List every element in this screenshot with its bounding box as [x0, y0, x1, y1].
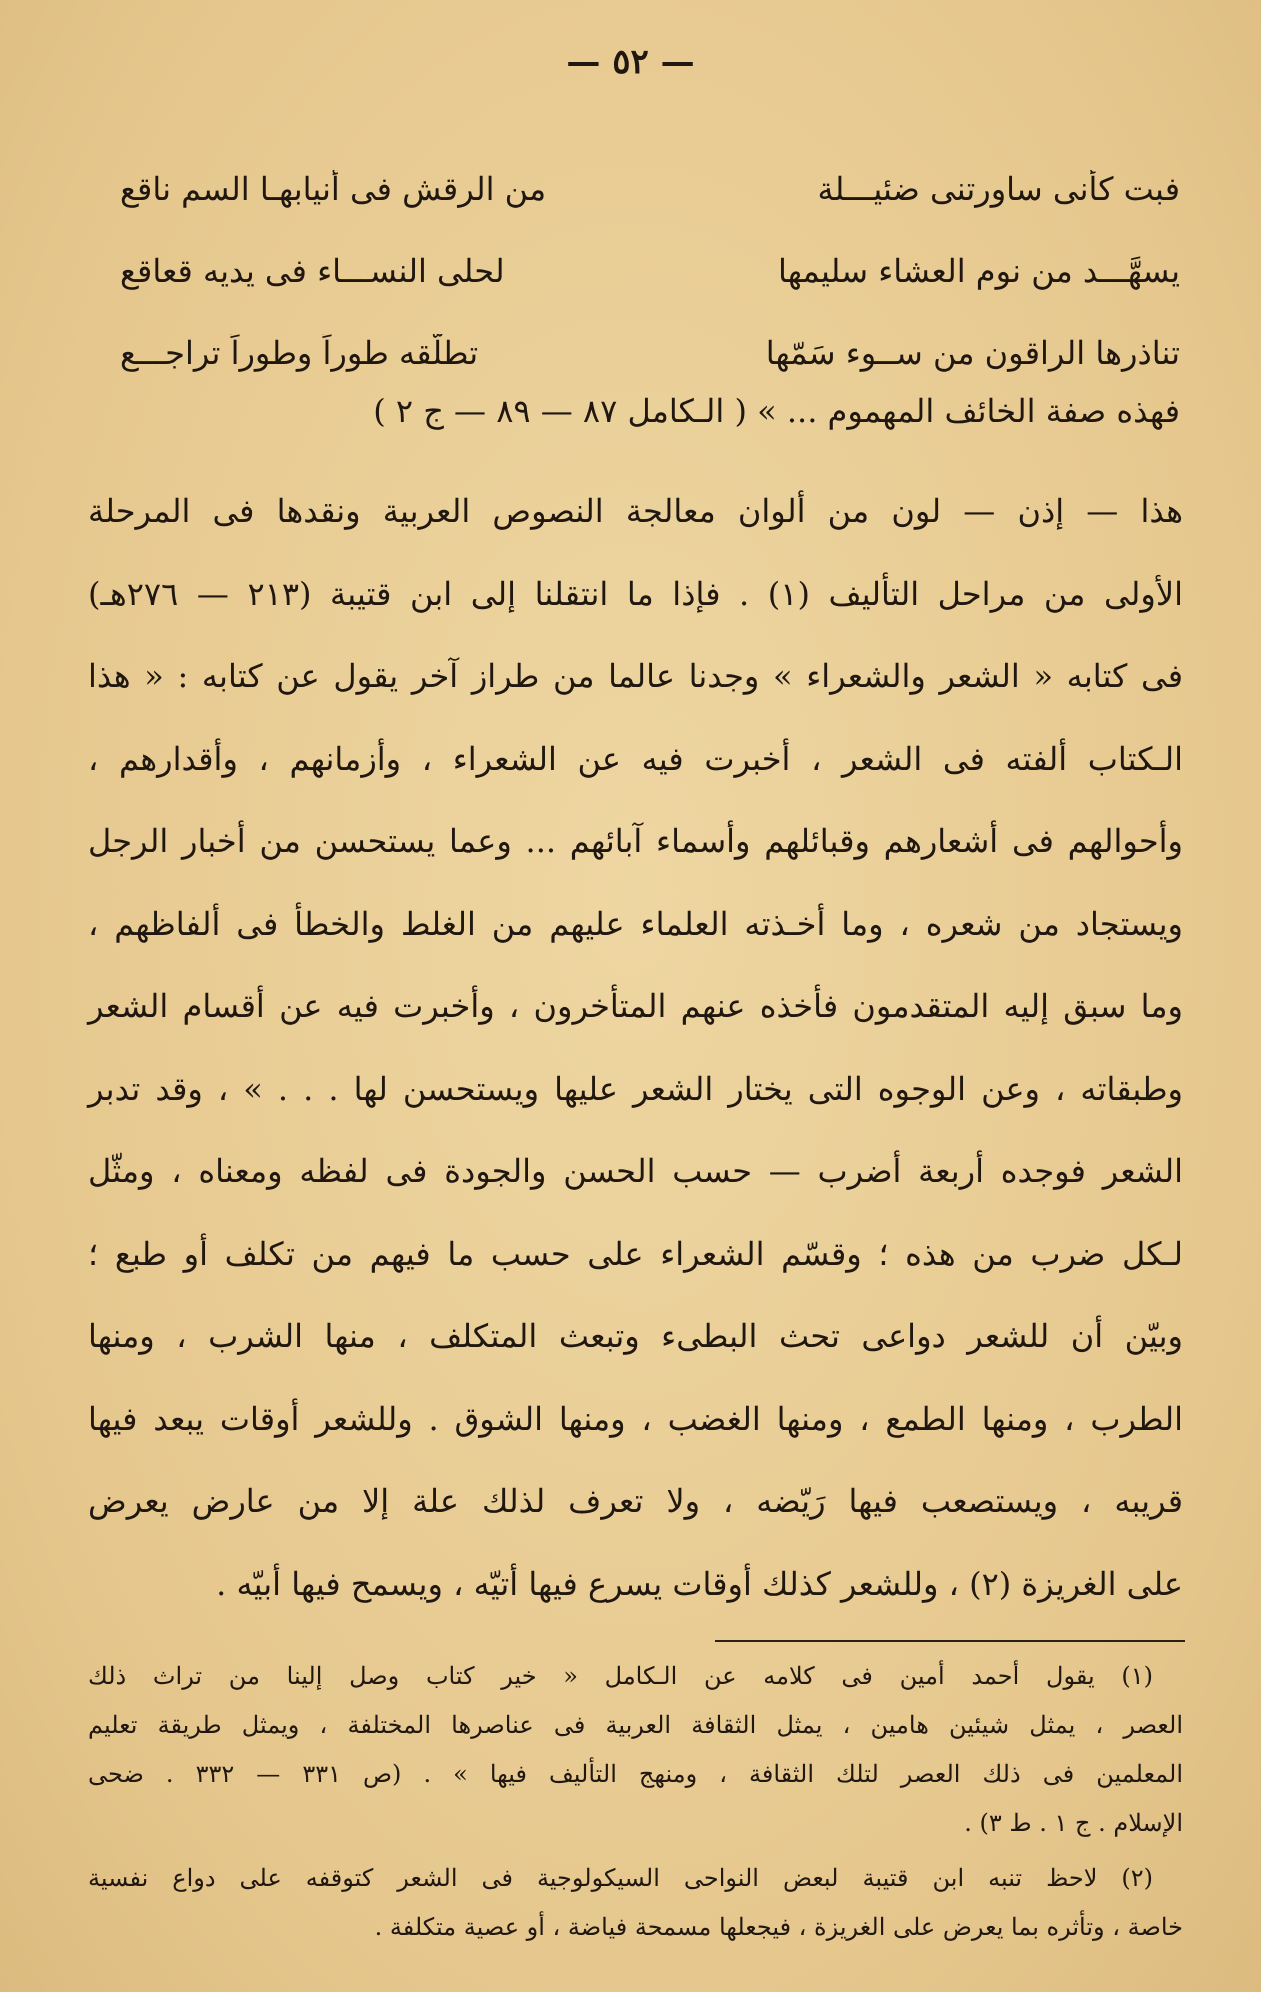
verse-first-hemistich: يسهَّـــد من نوم العشاء سليمها	[777, 252, 1180, 290]
body-line: على الغريزة (٢) ، وللشعر كذلك أوقات يسرع فيها أتيّه ، ويسمح فيها أبيّه .	[216, 1564, 1183, 1603]
verse-second-hemistich: من الرقش فى أنيابهـا السم ناقع	[120, 170, 547, 208]
footnote-2	[88, 1854, 1183, 1952]
verse	[120, 230, 1180, 312]
poem	[120, 148, 1180, 394]
footnote-line: (١) يقول أحمد أمين فى كلامه عن الـكامل « خير كتاب وصل إلينا من تراث ذلك	[88, 1662, 1153, 1690]
verse-first-hemistich: تناذرها الراقون من ســوء سَمّها	[765, 334, 1180, 372]
footnote-line: (٢) لاحظ تنبه ابن قتيبة لبعض النواحى السيكولوجية فى الشعر كتوقفه على دواع نفسية	[88, 1864, 1153, 1892]
body-line: الأولى من مراحل التأليف (١) . فإذا ما انتقلنا إلى ابن قتيبة (٢١٣ — ٢٧٦هـ)	[88, 574, 1184, 613]
body-line: فى كتابه « الشعر والشعراء » وجدنا عالما من طراز آخر يقول عن كتابه : « هذا	[88, 657, 1183, 695]
body-line: هذا — إذن — لون من ألوان معالجة النصوص العربية ونقدها فى المرحلة	[88, 492, 1183, 530]
footnote-line: المعلمين فى ذلك العصر لتلك الثقافة ، ومنهج التأليف فيها » . (ص ٣٣١ — ٣٣٢ . ضحى	[88, 1760, 1183, 1788]
verse-second-hemistich: تطلّقه طوراً وطوراً تراجـــع	[120, 334, 479, 372]
footnote-1	[88, 1652, 1183, 1848]
body-line: الـكتاب ألفته فى الشعر ، أخبرت فيه عن الشعراء ، وأزمانهم ، وأقدارهم ،	[88, 739, 1183, 778]
body-line: ويستجاد من شعره ، وما أخـذته العلماء عليهم من الغلط والخطأ فى ألفاظهم ،	[88, 904, 1183, 943]
page-number: — ٥٢ —	[566, 42, 695, 82]
footnote-line: خاصة ، وتأثره بما يعرض على الغريزة ، فيجعلها مسمحة فياضة ، أو عصية متكلفة .	[374, 1913, 1183, 1941]
body-line: الشعر فوجده أربعة أضرب — حسب الحسن والجودة فى لفظه ومعناه ، ومثّل	[88, 1152, 1183, 1190]
footnote-line: الإسلام . ج ١ . ط ٣) .	[964, 1809, 1183, 1837]
verse-first-hemistich: فبت كأنى ساورتنى ضئيـــلة	[817, 170, 1180, 208]
verse	[120, 312, 1180, 394]
verse-second-hemistich: لحلى النســـاء فى يديه قعاقع	[120, 252, 505, 290]
body-line: وبيّن أن للشعر دواعى تحث البطىء وتبعث المتكلف ، منها الشرب ، ومنها	[88, 1317, 1183, 1355]
body-text	[88, 470, 1183, 1625]
body-line: لـكل ضرب من هذه ؛ وقسّم الشعراء على حسب ما فيهم من تكلف أو طبع ؛	[88, 1234, 1183, 1273]
body-line: قريبه ، ويستصعب فيها رَيّضه ، ولا تعرف لذلك علة إلا من عارض يعرض	[88, 1482, 1183, 1520]
body-line: الطرب ، ومنها الطمع ، ومنها الغضب ، ومنها الشوق . وللشعر أوقات يبعد فيها	[88, 1399, 1183, 1438]
footnotes	[88, 1652, 1183, 1952]
verse	[120, 148, 1180, 230]
footnote-line: العصر ، يمثل شيئين هامين ، يمثل الثقافة العربية فى عناصرها المختلفة ، ويمثل طريقة تعليم	[88, 1711, 1183, 1739]
body-line: وما سبق إليه المتقدمون فأخذه عنهم المتأخرون ، وأخبرت فيه عن أقسام الشعر	[88, 987, 1183, 1025]
body-line: وأحوالهم فى أشعارهم وقبائلهم وأسماء آبائهم ... وعما يستحسن من أخبار الرجل	[88, 822, 1183, 860]
poem-source-citation: فهذه صفة الخائف المهموم ... » ( الـكامل ٨٧ — ٨٩ — ج ٢ )	[373, 392, 1180, 430]
footnote-divider	[715, 1640, 1185, 1642]
body-line: وطبقاته ، وعن الوجوه التى يختار الشعر عليها ويستحسن لها . . . » ، وقد تدبر	[88, 1069, 1183, 1108]
